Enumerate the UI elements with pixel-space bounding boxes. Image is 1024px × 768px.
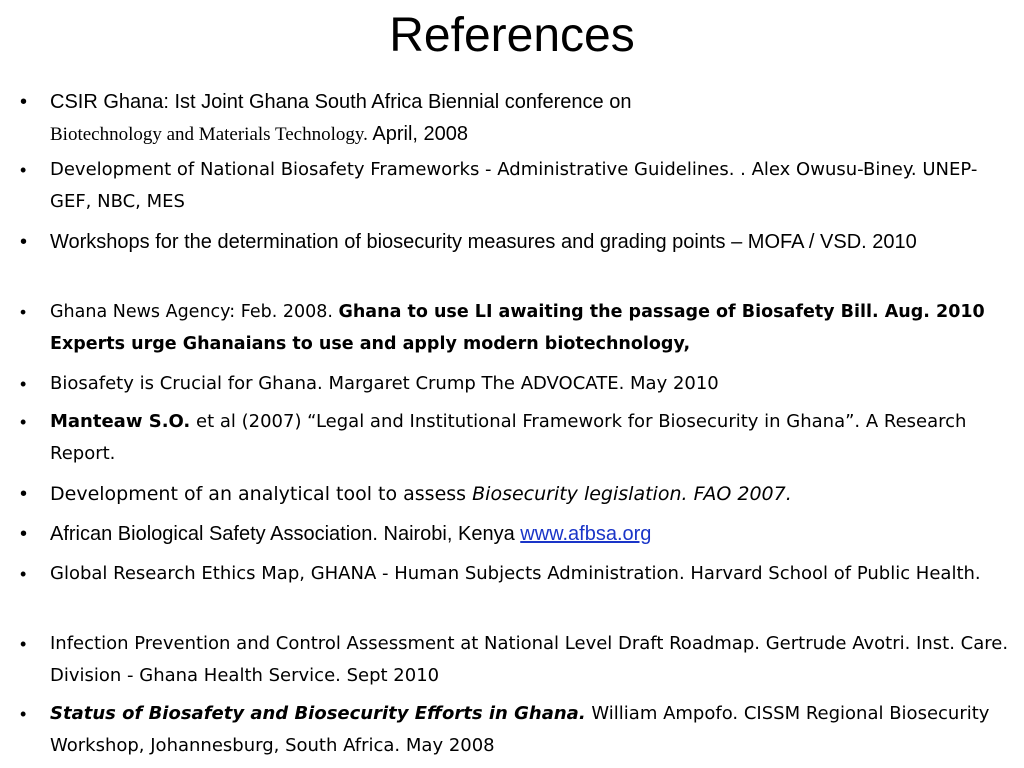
reference-text: Ghana News Agency: Feb. 2008. [50, 302, 339, 322]
reference-item [20, 698, 1010, 762]
bullet-icon: • [20, 374, 27, 394]
reference-text: April, 2008 [367, 123, 468, 145]
reference-text: Biotechnology and Materials Technology. [50, 124, 368, 145]
bullet-icon: • [20, 302, 27, 322]
reference-item [20, 558, 1010, 590]
reference-text: African Biological Safety Association. Nairobi, Kenya [50, 523, 521, 545]
reference-text-italic: Biosecurity legislation. FAO 2007. [472, 483, 792, 505]
bullet-icon: • [20, 91, 28, 113]
reference-item [20, 296, 1010, 360]
reference-text: Development of National Biosafety Frameworks - Administrative Guidelines. . Alex Owusu-Biney. UNEP-GEF, NBC, MES [50, 159, 978, 212]
reference-item [20, 518, 1010, 550]
reference-text: William Ampofo. CISSM Regional Biosecurity Workshop, Johannesburg, South Africa. May 2008 [50, 703, 990, 756]
afbsa-link[interactable]: www.afbsa.org [520, 523, 652, 545]
reference-item [20, 478, 1010, 510]
reference-author: Manteaw S.O. [50, 411, 191, 432]
bullet-icon: • [20, 564, 27, 584]
bullet-icon: • [20, 160, 27, 180]
bullet-icon: • [20, 412, 27, 432]
bullet-icon: • [20, 523, 28, 545]
bullet-icon: • [20, 483, 28, 505]
reference-item [20, 628, 1010, 692]
reference-item [20, 154, 1010, 218]
reference-text: Workshops for the determination of biosecurity measures and grading points – MOFA / VSD. 2010 [50, 231, 917, 253]
reference-text: CSIR Ghana: Ist Joint Ghana South Africa Biennial conference on [50, 91, 632, 113]
slide-title: References [389, 9, 635, 62]
reference-text: et al (2007) “Legal and Institutional Framework for Biosecurity in Ghana”. A Research Report. [50, 411, 967, 464]
reference-text: Biosafety is Crucial for Ghana. Margaret Crump The ADVOCATE. May 2010 [50, 373, 719, 394]
reference-item [20, 406, 1010, 470]
reference-text: Infection Prevention and Control Assessment at National Level Draft Roadmap. Gertrude Avotri. Inst. Care. Division - Ghana Health Service. Sept 2010 [50, 633, 1009, 686]
reference-text: Global Research Ethics Map, GHANA - Human Subjects Administration. Harvard School of Public Health. [50, 563, 981, 584]
reference-text: Development of an analytical tool to assess [50, 483, 473, 505]
bullet-icon: • [20, 704, 27, 724]
reference-item [20, 226, 1010, 258]
reference-item [20, 368, 1010, 400]
bullet-icon: • [20, 634, 27, 654]
reference-text-bold: Ghana to use LI awaiting the passage of Biosafety Bill. Aug. 2010 Experts urge Ghanaians to use and apply modern biotechnology, [50, 302, 985, 354]
reference-title-bold-italic: Status of Biosafety and Biosecurity Efforts in Ghana. [50, 703, 586, 724]
reference-item [20, 86, 1010, 151]
bullet-icon: • [20, 231, 28, 253]
